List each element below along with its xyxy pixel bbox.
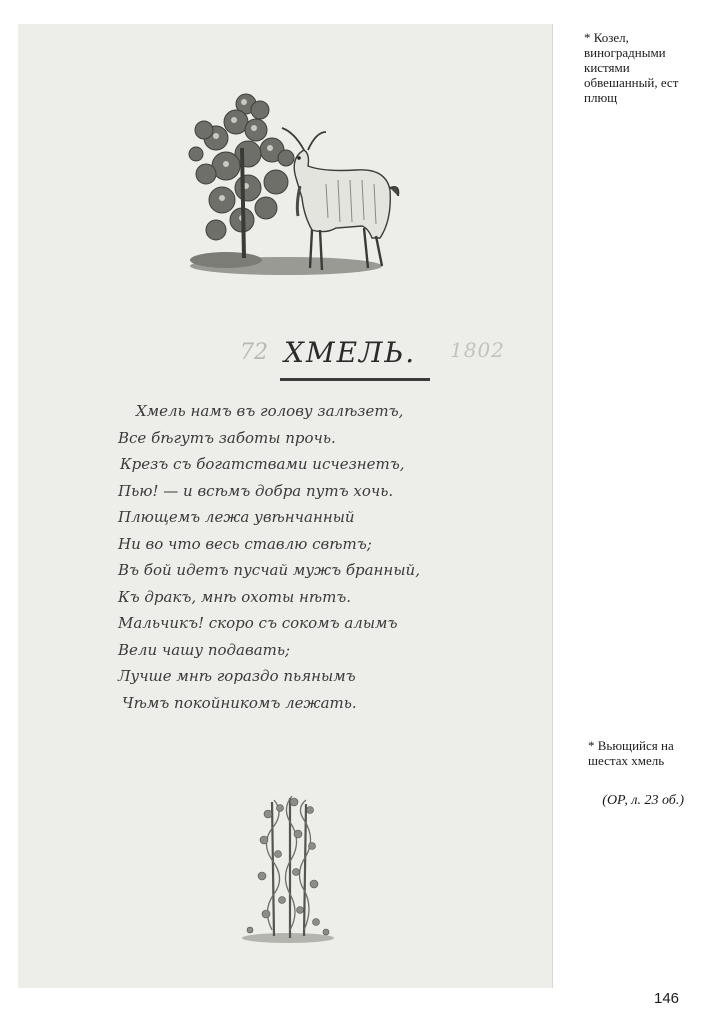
poem-line: Крезъ съ богатствами исчезнетъ, <box>120 455 405 473</box>
poem-line: Чѣмъ покойникомъ лежать. <box>122 693 357 712</box>
poem-title-block <box>240 330 540 390</box>
poem-line: Ни во что весь ставлю свѣтъ; <box>118 534 372 553</box>
poem-line: Лучше мнѣ гораздо пьянымъ <box>118 667 356 685</box>
poem-line: Все бѣгутъ заботы прочь. <box>118 428 336 447</box>
poem-line: Вели чашу подавать; <box>118 640 291 659</box>
poem-line: Хмель намъ въ голову залѣзетъ, <box>136 402 404 420</box>
poem-title: ХМЕЛЬ. <box>284 336 417 369</box>
pencil-mark: 72 <box>240 340 268 365</box>
poem-line: Къ дракъ, мнѣ охоты нѣтъ. <box>118 587 352 606</box>
goat-illustration <box>186 88 402 280</box>
margin-note-goat: * Козел, виноградными кистями обвешанный, ест плющ <box>584 30 679 105</box>
source-reference: (ОР, л. 23 об.) <box>602 793 684 808</box>
page-number: 146 <box>654 990 680 1007</box>
pencil-year: 1802 <box>450 338 505 362</box>
poem-line: Пью! — и всѣмъ добра путъ хочь. <box>118 481 394 500</box>
margin-note-hop: * Вьющийся на шестах хмель <box>588 738 674 768</box>
hop-vine-illustration <box>232 790 344 946</box>
poem-line: Плющемъ лежа увѣнчанный <box>118 508 355 526</box>
title-underline <box>280 378 430 381</box>
poem-line: Въ бой идетъ пусчай мужъ бранный, <box>118 561 420 579</box>
poem-line: Мальчикъ! скоро съ сокомъ алымъ <box>118 614 398 632</box>
poem-text <box>118 398 478 716</box>
